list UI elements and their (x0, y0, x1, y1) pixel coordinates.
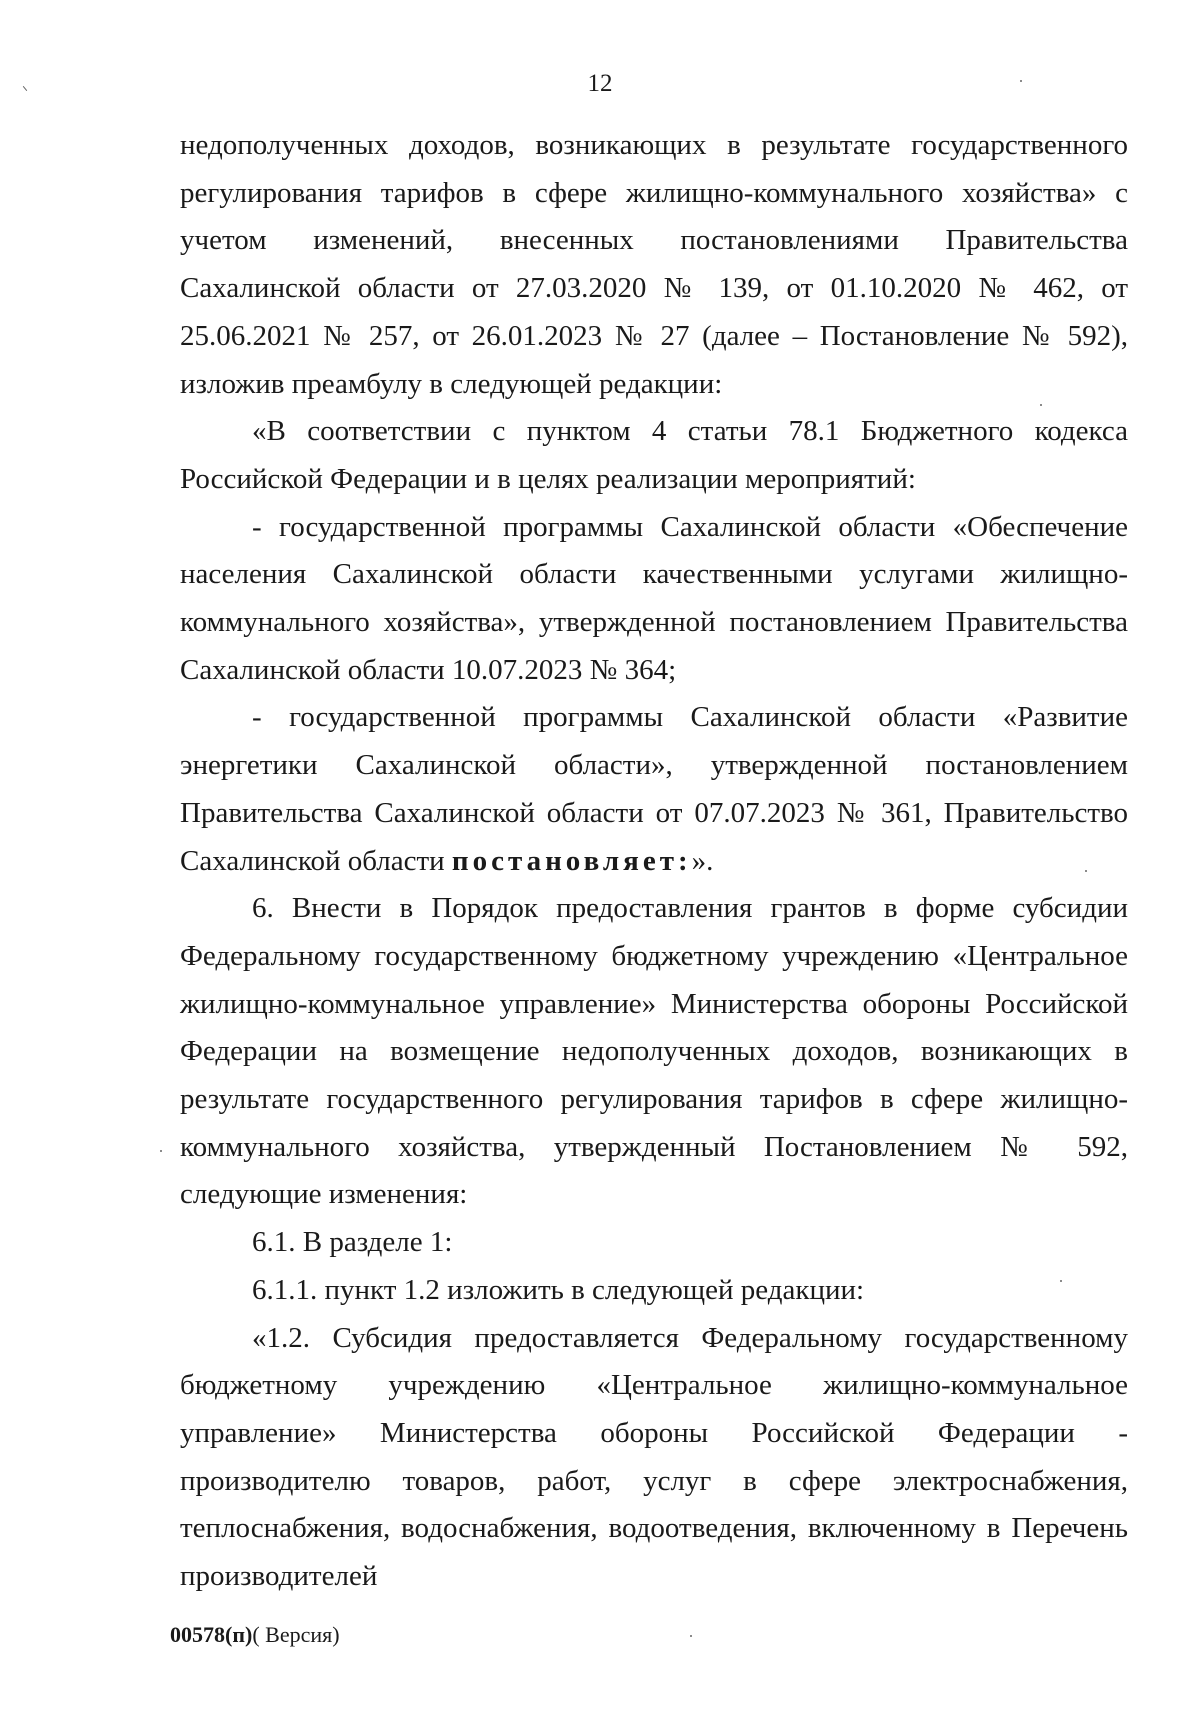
decree-word: постановляет: (451, 844, 692, 877)
paragraph-preamble: «В соответствии с пунктом 4 статьи 78.1 Бюджетного кодекса Российской Федерации и в целях реализации мероприятий: (180, 415, 1128, 495)
paragraph-program-2 (180, 694, 1128, 885)
document-code: 00578(п) (170, 1622, 253, 1647)
paragraph-item-6-1: 6.1. В разделе 1: (252, 1226, 453, 1259)
paragraph-program-1: - государственной программы Сахалинской области «Обеспечение населения Сахалинской области качественными услугами жилищно-коммунального хозяйства», утвержденной постановлением Правительства Сахалинской области 10.07.2023 № 364; (180, 510, 1128, 686)
program-2-text: - государственной программы Сахалинской области «Развитие энергетики Сахалинской области», утвержденной постановлением Правительства Сахалинской области от 07.07.2023 № 361, Правительство Сахалинской области (180, 701, 1128, 877)
document-version: ( Версия) (252, 1622, 340, 1647)
decree-end: ». (691, 844, 714, 877)
paragraph-item-1-2: «1.2. Субсидия предоставляется Федеральному государственному бюджетному учреждению «Центральное жилищно-коммунальное управление» Министерства обороны Российской Федерации - производителю товаров, работ, услуг в сфере электроснабжения, теплоснабжения, водоснабжения, водоотведения, включенному в Перечень производителей (180, 1321, 1128, 1593)
page-number: 12 (587, 70, 613, 97)
scan-speck (1040, 404, 1042, 406)
paragraph-item-6: 6. Внести в Порядок предоставления грантов в форме субсидии Федеральному государственному бюджетному учреждению «Центральное жилищно-коммунальное управление» Министерства обороны Российской Федерации на возмещение недополученных доходов, возникающих в результате государственного регулирования тарифов в сфере жилищно-коммунального хозяйства, утвержденный Постановлением № 592, следующие изменения: (180, 892, 1128, 1211)
scan-speck (1020, 80, 1022, 82)
paragraph-continuation: недополученных доходов, возникающих в результате государственного регулирования тарифов в сфере жилищно-коммунального хозяйства» с учетом изменений, внесенных постановлениями Правительства Сахалинской области от 27.03.2020 № 139, от 01.10.2020 № 462, от 25.06.2021 № 257, от 26.01.2023 № 27 (далее – Постановление № 592), изложив преамбулу в следующей редакции: (180, 129, 1128, 400)
document-footer (170, 1622, 340, 1648)
document-body (180, 122, 1128, 1601)
scan-speck (1085, 870, 1087, 872)
scan-speck (160, 1150, 162, 1152)
scan-speck (690, 1635, 692, 1637)
paragraph-item-6-1-1: 6.1.1. пункт 1.2 изложить в следующей редакции: (252, 1273, 865, 1306)
scan-speck (1060, 1280, 1062, 1282)
